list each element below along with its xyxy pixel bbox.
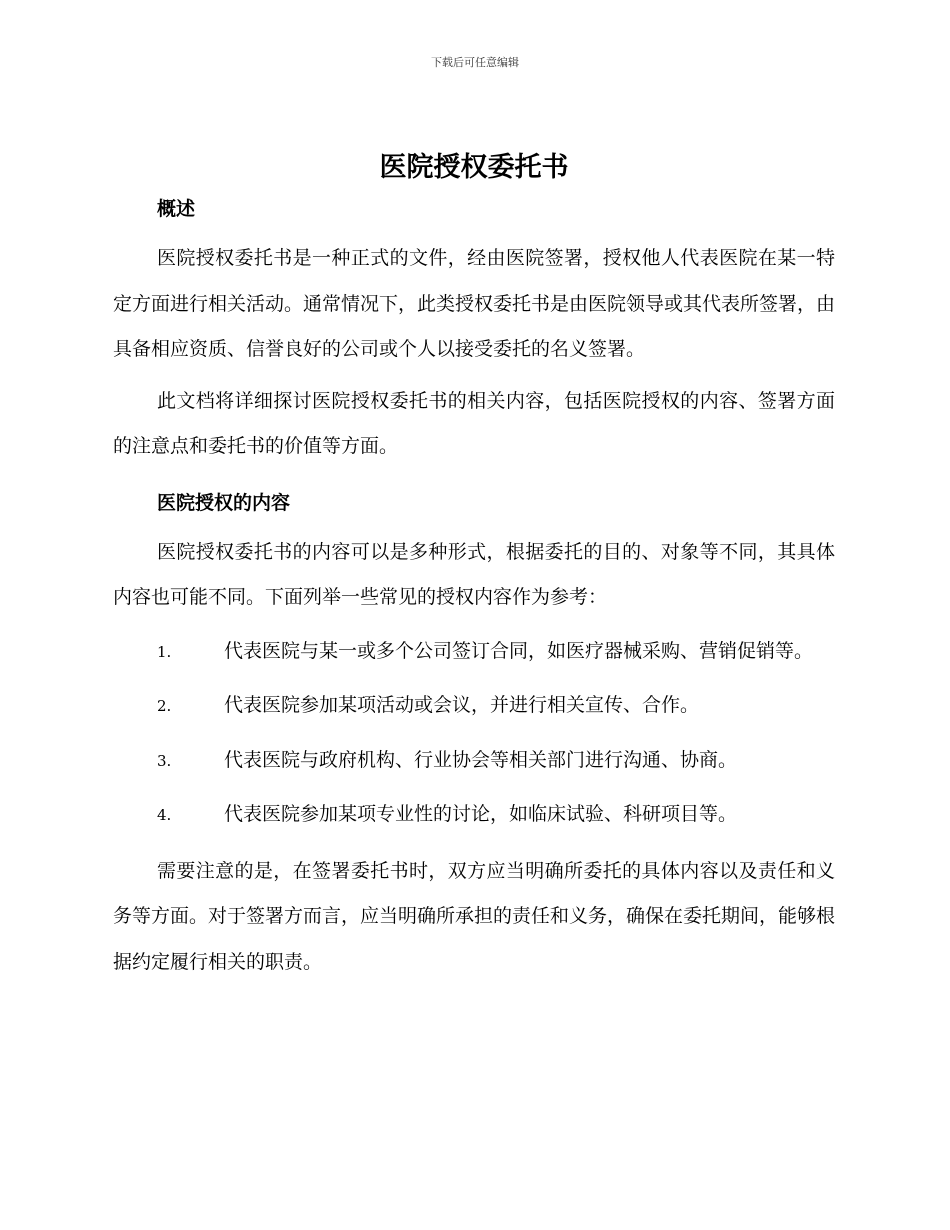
paragraph-content-2: 需要注意的是，在签署委托书时，双方应当明确所委托的具体内容以及责任和义务等方面。对于签署方而言，应当明确所承担的责任和义务，确保在委托期间，能够根据约定履行相关的职责。 [113, 859, 836, 973]
document-body [113, 148, 835, 985]
list-item-text: 代表医院与某一或多个公司签订合同，如医疗器械采购、营销促销等。 [224, 639, 814, 662]
list-item [113, 683, 835, 730]
document-title: 医院授权委托书 [379, 152, 569, 183]
list-item-text: 代表医院与政府机构、行业协会等相关部门进行沟通、协商。 [224, 748, 738, 771]
list-item-number: 1. [157, 642, 172, 661]
list-item [113, 738, 835, 785]
list-item-number: 4. [157, 806, 172, 824]
section-heading-content: 医院授权的内容 [157, 491, 291, 514]
section-heading-overview: 概述 [157, 198, 196, 220]
list-item-text: 代表医院参加某项活动或会议，并进行相关宣传、合作。 [224, 694, 700, 716]
paragraph-overview-2: 此文档将详细探讨医院授权委托书的相关内容，包括医院授权的内容、签署方面的注意点和委托书的价值等方面。 [113, 389, 835, 457]
list-item [113, 629, 835, 676]
paragraph-content-1: 医院授权委托书的内容可以是多种形式，根据委托的目的、对象等不同，其具体内容也可能不同。下面列举一些常见的授权内容作为参考： [113, 540, 835, 608]
list-item-number: 3. [157, 751, 172, 770]
list-item [113, 792, 835, 839]
paragraph-overview-1: 医院授权委托书是一种正式的文件，经由医院签署，授权他人代表医院在某一特定方面进行相关活动。通常情况下，此类授权委托书是由医院领导或其代表所签署，由具备相应资质、信誉良好的公司或个人以接受委托的名义签署。 [113, 247, 836, 360]
list-item-text: 代表医院参加某项专业性的讨论，如临床试验、科研项目等。 [224, 803, 738, 825]
list-item-number: 2. [157, 697, 172, 715]
header-note: 下载后可任意编辑 [431, 56, 519, 69]
